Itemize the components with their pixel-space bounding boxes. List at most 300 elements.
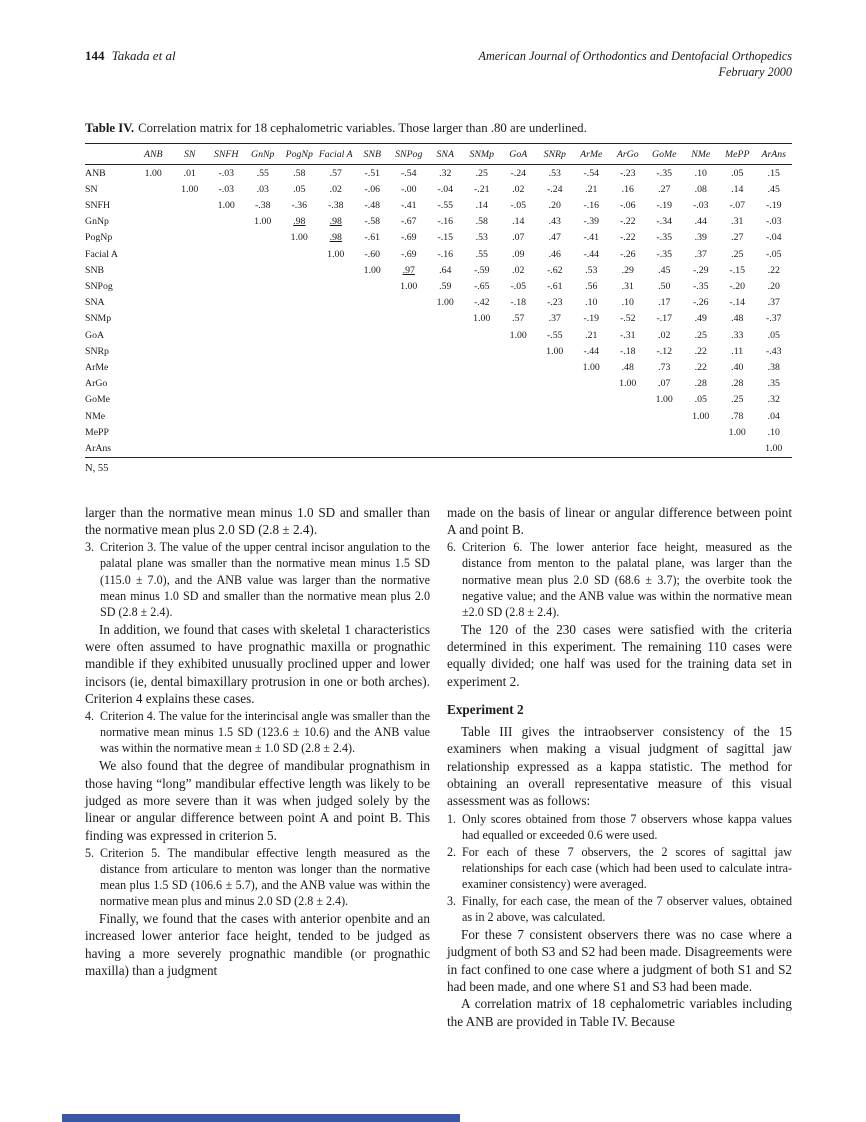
matrix-cell — [719, 441, 756, 458]
matrix-cell — [172, 327, 209, 343]
matrix-cell — [135, 424, 172, 440]
matrix-cell — [135, 360, 172, 376]
matrix-cell: -.36 — [291, 200, 307, 212]
table-row — [85, 181, 792, 197]
matrix-cell — [573, 376, 610, 392]
matrix-cell — [354, 392, 391, 408]
column-header: GoMe — [646, 143, 683, 164]
matrix-cell — [281, 441, 318, 458]
matrix-cell: -.12 — [656, 345, 672, 357]
matrix-cell — [318, 311, 355, 327]
matrix-cell: -.03 — [218, 183, 234, 195]
matrix-cell — [245, 230, 282, 246]
table-caption-text: Correlation matrix for 18 cephalometric variables. Those larger than .80 are underlined. — [138, 120, 587, 135]
column-header: SNA — [427, 143, 464, 164]
matrix-cell: -.03 — [692, 200, 709, 212]
matrix-cell — [318, 441, 355, 458]
column-header: NMe — [683, 143, 720, 164]
column-header: GnNp — [245, 143, 282, 164]
row-label: ArMe — [85, 362, 109, 374]
list-number: 3. — [447, 893, 457, 908]
matrix-cell: .07 — [658, 378, 671, 390]
matrix-cell: -.60 — [364, 248, 380, 260]
matrix-cell: -.48 — [364, 200, 380, 212]
matrix-cell: .73 — [658, 362, 671, 374]
table-row — [85, 214, 792, 230]
list-text: Criterion 5. The mandibular effective length measured as the distance from articulare to menton was longer than the normative mean plus 1.5 SD (106.6 ± 5.7), and the ANB value was within the normative mean plus and minus 2.0 SD (2.8 ± 2.4). — [100, 845, 430, 909]
matrix-cell — [245, 279, 282, 295]
matrix-cell — [573, 408, 610, 424]
matrix-cell: -.35 — [656, 167, 672, 179]
table-row — [85, 424, 792, 440]
matrix-cell — [464, 408, 501, 424]
matrix-cell: .49 — [694, 313, 707, 325]
table-footnote: N, 55 — [85, 462, 109, 474]
matrix-cell: -.19 — [583, 313, 599, 325]
matrix-cell — [208, 441, 245, 458]
matrix-cell — [172, 279, 209, 295]
matrix-cell: -.03 — [218, 167, 234, 179]
matrix-cell — [135, 181, 172, 197]
matrix-cell — [464, 392, 501, 408]
matrix-cell: .37 — [548, 313, 561, 325]
matrix-cell — [135, 230, 172, 246]
list-text: Finally, for each case, the mean of the 7 observer values, obtained as in 2 above, was calculated. — [462, 893, 792, 925]
matrix-cell — [135, 343, 172, 359]
matrix-cell: 1.00 — [181, 183, 199, 195]
column-header: ANB — [135, 143, 172, 164]
matrix-cell — [500, 441, 537, 458]
list-item — [447, 844, 792, 892]
matrix-cell: -.21 — [473, 183, 490, 195]
table-row — [85, 279, 792, 295]
matrix-cell: -.35 — [692, 281, 709, 293]
matrix-cell — [354, 408, 391, 424]
list-number: 4. — [85, 709, 95, 724]
matrix-cell: -.26 — [619, 248, 636, 260]
matrix-cell: .15 — [767, 167, 780, 179]
matrix-cell: .47 — [548, 232, 561, 244]
matrix-cell: -.24 — [510, 167, 526, 179]
column-header: PogNp — [281, 143, 318, 164]
matrix-cell — [391, 441, 428, 458]
matrix-cell: .10 — [767, 426, 780, 438]
matrix-cell: .22 — [767, 264, 780, 276]
row-label: SNB — [85, 264, 105, 276]
matrix-cell — [391, 262, 428, 278]
matrix-cell — [135, 198, 172, 214]
table-row — [85, 295, 792, 311]
matrix-cell: -.44 — [583, 248, 599, 260]
matrix-cell: 1.00 — [765, 443, 783, 455]
matrix-cell: .29 — [621, 264, 634, 276]
matrix-cell: -.39 — [583, 216, 599, 228]
list-text: Criterion 6. The lower anterior face height, measured as the distance from menton to the palatal plane, was larger than the normative mean plus 2.0 SD (68.6 ± 3.7); the overbite took the negative value; and the ANB value was within the normative mean ±2.0 SD (2.8 ± 2.4). — [462, 540, 792, 619]
list-item — [85, 845, 430, 909]
matrix-cell — [318, 392, 355, 408]
journal-title: American Journal of Orthodontics and Dentofacial Orthopedics — [478, 49, 792, 63]
matrix-cell — [245, 408, 282, 424]
matrix-cell: -.06 — [364, 183, 380, 195]
matrix-cell: 1.00 — [327, 248, 345, 260]
matrix-cell — [354, 311, 391, 327]
matrix-cell: 1.00 — [400, 281, 418, 293]
matrix-cell — [573, 392, 610, 408]
matrix-cell — [172, 230, 209, 246]
paragraph: In addition, we found that cases with skeletal 1 characteristics were often assumed to have prognathic maxilla or prognathic mandible if they exhibited unusually proclined upper and lower incisors (ie, dental bimaxillary protrusion in one or both arches). Criterion 4 explains these cases. — [85, 621, 430, 706]
underlined-value: .98 — [329, 232, 342, 244]
matrix-cell: -.16 — [583, 200, 599, 212]
matrix-cell: -.61 — [364, 232, 380, 244]
matrix-cell — [245, 424, 282, 440]
matrix-cell — [172, 262, 209, 278]
matrix-cell: 1.00 — [546, 345, 564, 357]
matrix-cell — [172, 424, 209, 440]
matrix-cell: .37 — [767, 297, 780, 309]
matrix-cell — [172, 408, 209, 424]
list-text: For each of these 7 observers, the 2 scores of sagittal jaw relationships for each case (which had been used to calculate intra-examiner consistency) were averaged. — [462, 844, 792, 891]
matrix-cell: .40 — [731, 362, 744, 374]
row-label: ANB — [85, 167, 106, 179]
matrix-cell: -.67 — [400, 216, 417, 228]
matrix-cell: -.69 — [400, 232, 417, 244]
matrix-cell: .10 — [621, 297, 634, 309]
matrix-cell: .05 — [767, 329, 780, 341]
matrix-cell — [281, 392, 318, 408]
matrix-cell — [318, 230, 355, 246]
matrix-cell — [537, 392, 574, 408]
matrix-cell: 1.00 — [509, 329, 527, 341]
matrix-cell: .46 — [548, 248, 561, 260]
table-row — [85, 376, 792, 392]
matrix-cell — [537, 441, 574, 458]
matrix-cell — [135, 441, 172, 458]
matrix-cell: .21 — [585, 183, 598, 195]
matrix-cell: -.55 — [546, 329, 563, 341]
matrix-cell: -.20 — [729, 281, 745, 293]
matrix-cell: .50 — [658, 281, 671, 293]
matrix-cell — [245, 246, 282, 262]
matrix-cell: .39 — [694, 232, 707, 244]
matrix-cell — [135, 295, 172, 311]
matrix-cell — [427, 424, 464, 440]
paragraph: larger than the normative mean minus 1.0 SD and smaller than the normative mean plus 2.0 SD (2.8 ± 2.4). — [85, 504, 430, 538]
matrix-cell — [464, 360, 501, 376]
matrix-cell — [537, 424, 574, 440]
matrix-cell — [610, 424, 647, 440]
matrix-cell — [500, 392, 537, 408]
section-heading: Experiment 2 — [447, 701, 524, 717]
matrix-cell: -.34 — [656, 216, 672, 228]
matrix-cell: .78 — [731, 410, 744, 422]
matrix-cell: -.41 — [583, 232, 599, 244]
matrix-cell — [281, 279, 318, 295]
paragraph: For these 7 consistent observers there was no case where a judgment of both S3 and S2 had been made. Disagreements were in fact confined to one case where a judgment of both S1 and S2 had been made, and one where S1 and S3 had been made. — [447, 927, 792, 994]
matrix-cell — [427, 392, 464, 408]
matrix-cell: .25 — [475, 167, 488, 179]
journal-date: February 2000 — [718, 65, 792, 80]
matrix-cell — [573, 424, 610, 440]
matrix-cell — [464, 424, 501, 440]
matrix-cell: -.51 — [364, 167, 380, 179]
matrix-cell — [354, 376, 391, 392]
matrix-cell — [172, 295, 209, 311]
column-header: GoA — [500, 143, 537, 164]
matrix-cell: -.41 — [400, 200, 417, 212]
list-item — [447, 539, 792, 619]
matrix-cell: .07 — [512, 232, 525, 244]
row-label: GoMe — [85, 394, 111, 406]
row-label: Facial A — [85, 248, 118, 260]
matrix-cell: .10 — [585, 297, 598, 309]
matrix-cell: .35 — [767, 378, 780, 390]
matrix-cell — [208, 392, 245, 408]
matrix-cell — [172, 343, 209, 359]
matrix-cell — [427, 360, 464, 376]
running-head-left — [85, 48, 176, 64]
matrix-cell: -.04 — [765, 232, 782, 244]
matrix-cell: .10 — [694, 167, 707, 179]
matrix-cell: .31 — [621, 281, 634, 293]
matrix-cell — [537, 408, 574, 424]
matrix-cell — [354, 424, 391, 440]
matrix-cell: .14 — [512, 216, 525, 228]
list-item — [85, 539, 430, 619]
matrix-cell: .27 — [731, 232, 744, 244]
matrix-cell — [391, 408, 428, 424]
list-number: 5. — [85, 845, 95, 860]
matrix-cell: -.15 — [729, 264, 745, 276]
matrix-cell: .58 — [293, 167, 306, 179]
matrix-cell: .02 — [329, 183, 342, 195]
matrix-cell: .01 — [183, 167, 196, 179]
matrix-cell — [354, 441, 391, 458]
matrix-cell — [683, 424, 720, 440]
matrix-cell — [318, 360, 355, 376]
matrix-cell — [281, 246, 318, 262]
matrix-cell — [208, 311, 245, 327]
matrix-cell: -.23 — [546, 297, 563, 309]
matrix-cell: .53 — [548, 167, 561, 179]
matrix-cell — [208, 262, 245, 278]
row-label: SNMp — [85, 313, 112, 325]
matrix-cell: .20 — [767, 281, 780, 293]
matrix-cell: -.42 — [473, 297, 490, 309]
matrix-cell — [281, 262, 318, 278]
matrix-cell: -.00 — [400, 183, 417, 195]
matrix-cell — [208, 360, 245, 376]
matrix-cell: -.18 — [619, 345, 636, 357]
matrix-cell: 1.00 — [473, 313, 491, 325]
matrix-cell — [281, 327, 318, 343]
paragraph: A correlation matrix of 18 cephalometric variables including the ANB are provided in Table IV. Because — [447, 996, 792, 1029]
matrix-cell — [281, 424, 318, 440]
matrix-cell: 1.00 — [619, 378, 637, 390]
table-caption — [85, 121, 792, 136]
list-item — [447, 893, 792, 925]
article-body — [85, 504, 792, 1030]
matrix-cell — [208, 424, 245, 440]
matrix-cell: .45 — [767, 183, 780, 195]
matrix-cell: .21 — [585, 329, 598, 341]
matrix-cell — [391, 327, 428, 343]
column-header: MePP — [719, 143, 756, 164]
row-label: ArGo — [85, 378, 108, 390]
matrix-cell — [500, 376, 537, 392]
matrix-cell: -.22 — [619, 232, 636, 244]
matrix-cell — [135, 214, 172, 230]
matrix-cell — [573, 441, 610, 458]
matrix-cell — [391, 343, 428, 359]
matrix-cell — [427, 311, 464, 327]
table-row — [85, 408, 792, 424]
matrix-cell: .64 — [439, 264, 452, 276]
matrix-cell: -.16 — [437, 216, 453, 228]
matrix-cell — [683, 441, 720, 458]
matrix-cell — [464, 376, 501, 392]
matrix-cell — [464, 343, 501, 359]
matrix-cell — [537, 360, 574, 376]
matrix-cell: -.31 — [619, 329, 636, 341]
matrix-cell: .09 — [512, 248, 525, 260]
matrix-cell — [208, 295, 245, 311]
matrix-cell — [135, 311, 172, 327]
matrix-cell: 1.00 — [582, 362, 600, 374]
page-number: 144 — [85, 48, 105, 63]
matrix-cell: .25 — [694, 329, 707, 341]
matrix-cell — [464, 327, 501, 343]
page-bottom-bar — [62, 1114, 460, 1122]
matrix-cell — [135, 327, 172, 343]
matrix-cell: .59 — [439, 281, 452, 293]
row-label: GoA — [85, 329, 105, 341]
matrix-cell: .33 — [731, 329, 744, 341]
matrix-cell — [245, 327, 282, 343]
matrix-cell — [172, 311, 209, 327]
matrix-cell — [500, 360, 537, 376]
row-label: SNA — [85, 297, 105, 309]
matrix-cell — [318, 343, 355, 359]
matrix-cell — [172, 392, 209, 408]
matrix-cell: -.65 — [473, 281, 490, 293]
list-number: 3. — [85, 540, 95, 555]
matrix-cell — [318, 424, 355, 440]
matrix-cell: .38 — [767, 362, 780, 374]
journal-info — [479, 48, 792, 81]
matrix-cell — [610, 392, 647, 408]
matrix-cell: -.19 — [765, 200, 782, 212]
matrix-cell: 1.00 — [217, 200, 235, 212]
matrix-cell: .32 — [767, 394, 780, 406]
matrix-cell: -.58 — [364, 216, 380, 228]
matrix-cell — [208, 327, 245, 343]
matrix-cell: .57 — [512, 313, 525, 325]
matrix-cell: -.15 — [437, 232, 453, 244]
matrix-cell: .48 — [621, 362, 634, 374]
list-text: Only scores obtained from those 7 observers whose kappa values had equalled or exceeded 0.6 were used. — [462, 811, 792, 842]
matrix-cell: .43 — [548, 216, 561, 228]
matrix-cell: -.05 — [765, 248, 782, 260]
matrix-cell — [135, 262, 172, 278]
matrix-cell: .05 — [293, 183, 306, 195]
matrix-cell — [318, 214, 355, 230]
row-label: SNRp — [85, 345, 109, 357]
matrix-cell — [318, 262, 355, 278]
matrix-cell — [135, 408, 172, 424]
matrix-cell — [318, 376, 355, 392]
matrix-cell: -.19 — [656, 200, 672, 212]
matrix-cell — [427, 408, 464, 424]
matrix-cell — [245, 311, 282, 327]
matrix-cell: .28 — [694, 378, 707, 390]
table-row — [85, 198, 792, 214]
matrix-cell — [208, 246, 245, 262]
list-number: 6. — [447, 540, 457, 555]
matrix-cell: .53 — [475, 232, 488, 244]
matrix-cell — [391, 311, 428, 327]
matrix-cell: 1.00 — [436, 297, 454, 309]
table-body — [85, 165, 792, 458]
row-label: SNPog — [85, 281, 113, 293]
matrix-cell — [427, 441, 464, 458]
matrix-cell: -.35 — [656, 232, 672, 244]
underlined-value: .97 — [402, 264, 415, 276]
row-label: ArAns — [85, 443, 112, 455]
matrix-cell: .58 — [475, 216, 488, 228]
matrix-cell: -.04 — [437, 183, 453, 195]
list-number: 1. — [447, 811, 457, 826]
table-row — [85, 165, 792, 182]
matrix-cell: -.17 — [656, 313, 672, 325]
paragraph: We also found that the degree of mandibular prognathism in those having “long” mandibular effective length was likely to be judged as more severe than it was when judged solely by the linear or angular difference between point A and point B. This finding was expressed in criterion 5. — [85, 758, 430, 843]
column-header: ArMe — [573, 143, 610, 164]
row-label: SN — [85, 183, 98, 195]
column-header: Facial A — [318, 143, 355, 164]
matrix-cell — [391, 392, 428, 408]
matrix-cell: .37 — [694, 248, 707, 260]
matrix-cell — [245, 295, 282, 311]
running-authors: Takada et al — [111, 48, 176, 63]
matrix-cell: .44 — [694, 216, 707, 228]
matrix-cell — [208, 408, 245, 424]
table-row — [85, 311, 792, 327]
matrix-cell — [208, 376, 245, 392]
matrix-cell — [281, 295, 318, 311]
table-label: Table IV. — [85, 120, 135, 135]
matrix-cell — [646, 424, 683, 440]
list-number: 2. — [447, 844, 457, 859]
underlined-value: .98 — [329, 216, 342, 228]
matrix-cell — [537, 376, 574, 392]
matrix-cell: 1.00 — [692, 410, 710, 422]
matrix-cell: -.26 — [692, 297, 709, 309]
matrix-cell: .53 — [585, 264, 598, 276]
matrix-cell: -.24 — [546, 183, 563, 195]
matrix-cell — [391, 295, 428, 311]
correlation-table — [85, 143, 792, 458]
matrix-cell — [172, 214, 209, 230]
matrix-cell: .56 — [585, 281, 598, 293]
matrix-cell: 1.00 — [290, 232, 308, 244]
matrix-cell — [500, 424, 537, 440]
paragraph: made on the basis of linear or angular difference between point A and point B. — [447, 504, 792, 538]
matrix-cell: .04 — [767, 410, 780, 422]
matrix-cell — [172, 376, 209, 392]
matrix-cell: -.61 — [546, 281, 563, 293]
matrix-cell: .17 — [658, 297, 671, 309]
row-label: GnNp — [85, 216, 109, 228]
table-row — [85, 246, 792, 262]
